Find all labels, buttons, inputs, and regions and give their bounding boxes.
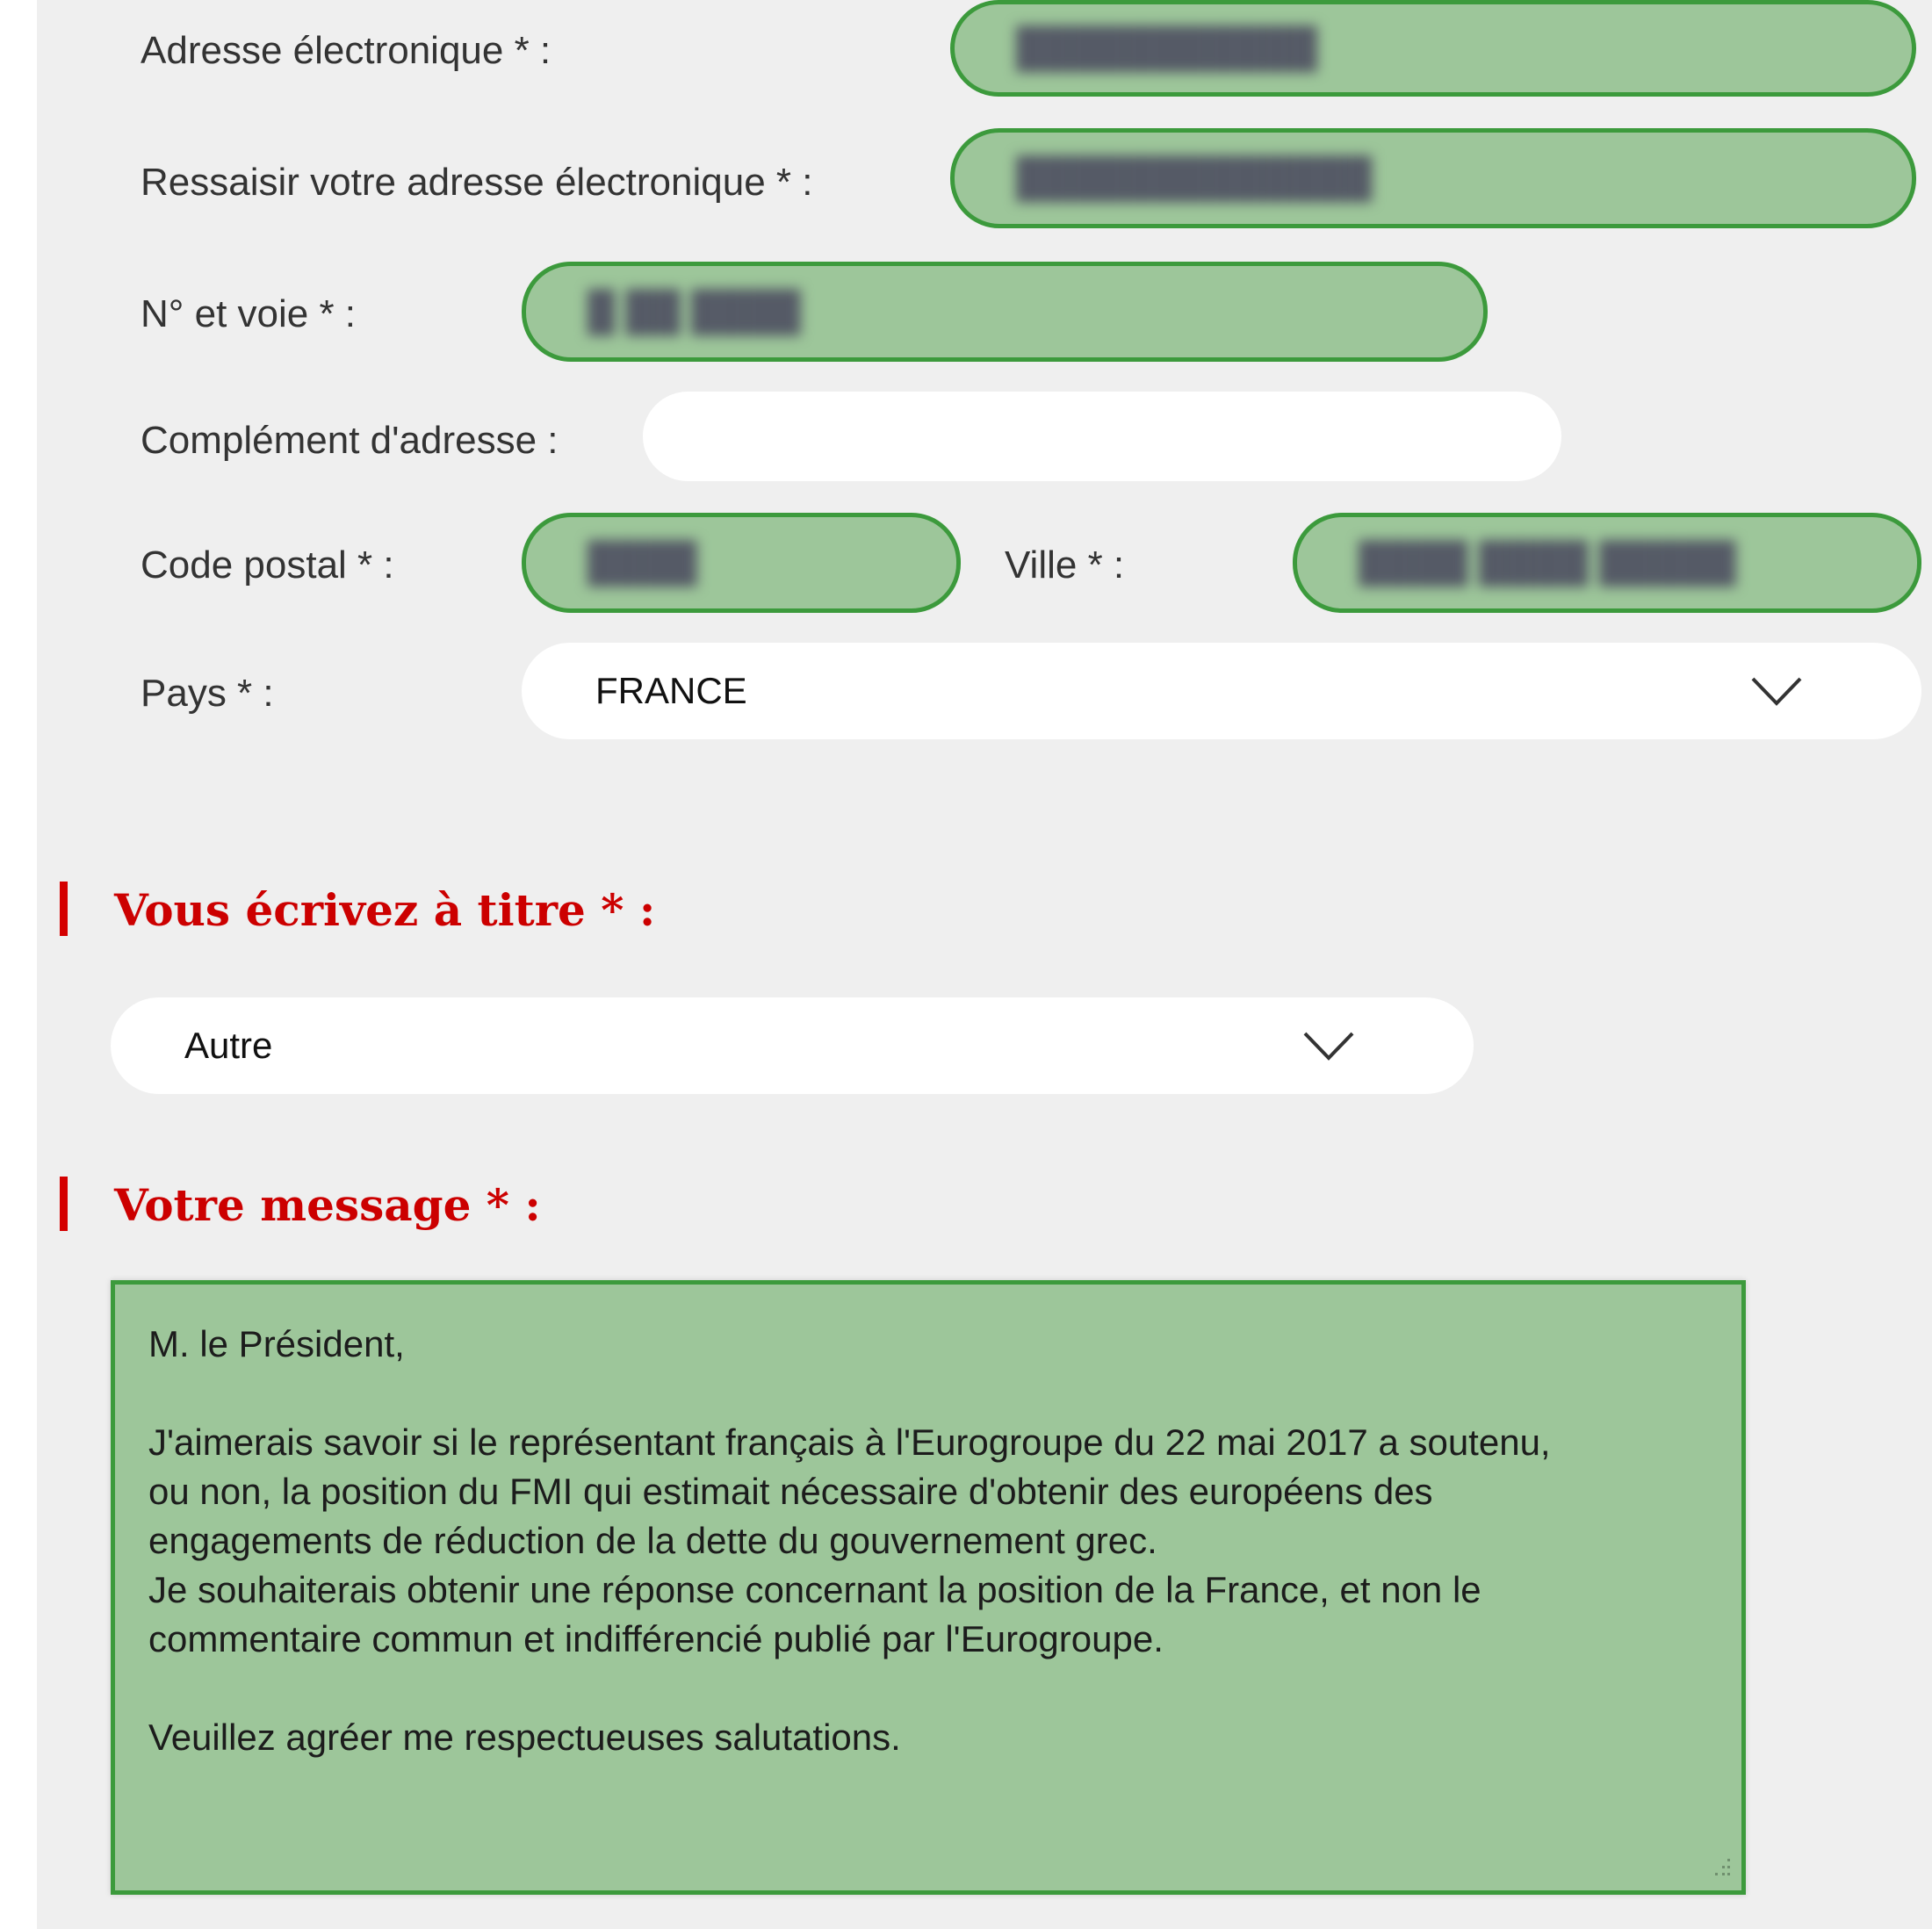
- message-line: J'aimerais savoir si le représentant français à l'Eurogroupe du 22 mai 2017 a soutenu,: [148, 1422, 1551, 1463]
- resize-grip-icon[interactable]: [1706, 1855, 1733, 1882]
- message-title: Votre message * :: [114, 1179, 541, 1231]
- postal-code-value-redacted: ████: [588, 541, 697, 584]
- message-line: engagements de réduction de la dette du gouvernement grec.: [148, 1520, 1157, 1561]
- section-accent-bar: [60, 882, 68, 936]
- email-confirm-label: Ressaisir votre adresse électronique * :: [141, 161, 813, 204]
- street-label: N° et voie * :: [141, 292, 357, 335]
- message-line: Je souhaiterais obtenir une réponse concernant la position de la France, et non le: [148, 1569, 1481, 1610]
- postal-code-label: Code postal * :: [141, 543, 394, 587]
- complement-field[interactable]: [643, 392, 1561, 481]
- message-line: commentaire commun et indifférencié publié par l'Eurogroupe.: [148, 1618, 1164, 1659]
- chevron-down-icon: [1749, 673, 1804, 709]
- email-confirm-value-redacted: █████████████: [1016, 156, 1373, 199]
- email-value-redacted: ███████████: [1016, 26, 1317, 69]
- message-line: Veuillez agréer me respectueuses salutations.: [148, 1717, 901, 1758]
- email-field[interactable]: [950, 0, 1916, 97]
- message-text: [148, 1320, 1706, 1762]
- email-confirm-field[interactable]: [950, 128, 1916, 228]
- country-label: Pays * :: [141, 672, 274, 715]
- city-field[interactable]: [1293, 513, 1921, 613]
- message-blank-line: [148, 1369, 1706, 1418]
- message-textarea[interactable]: [111, 1280, 1746, 1895]
- writing-as-select[interactable]: [111, 997, 1474, 1094]
- message-line: ou non, la position du FMI qui estimait nécessaire d'obtenir des européens des: [148, 1471, 1433, 1512]
- country-select[interactable]: [522, 643, 1921, 739]
- chevron-down-icon: [1301, 1028, 1356, 1063]
- complement-label: Complément d'adresse :: [141, 419, 559, 462]
- postal-code-field[interactable]: [522, 513, 961, 613]
- section-accent-bar: [60, 1177, 68, 1231]
- city-value-redacted: ████ ████ █████: [1359, 541, 1736, 584]
- country-selected-value: FRANCE: [595, 670, 747, 711]
- email-label: Adresse électronique * :: [141, 29, 551, 72]
- writing-as-title: Vous écrivez à titre * :: [114, 884, 656, 936]
- city-label: Ville * :: [1005, 543, 1125, 587]
- message-line: M. le Président,: [148, 1323, 405, 1364]
- street-value-redacted: █ ██ ████: [588, 290, 801, 333]
- street-field[interactable]: [522, 262, 1488, 362]
- message-blank-line: [148, 1664, 1706, 1713]
- writing-as-selected-value: Autre: [184, 1025, 273, 1066]
